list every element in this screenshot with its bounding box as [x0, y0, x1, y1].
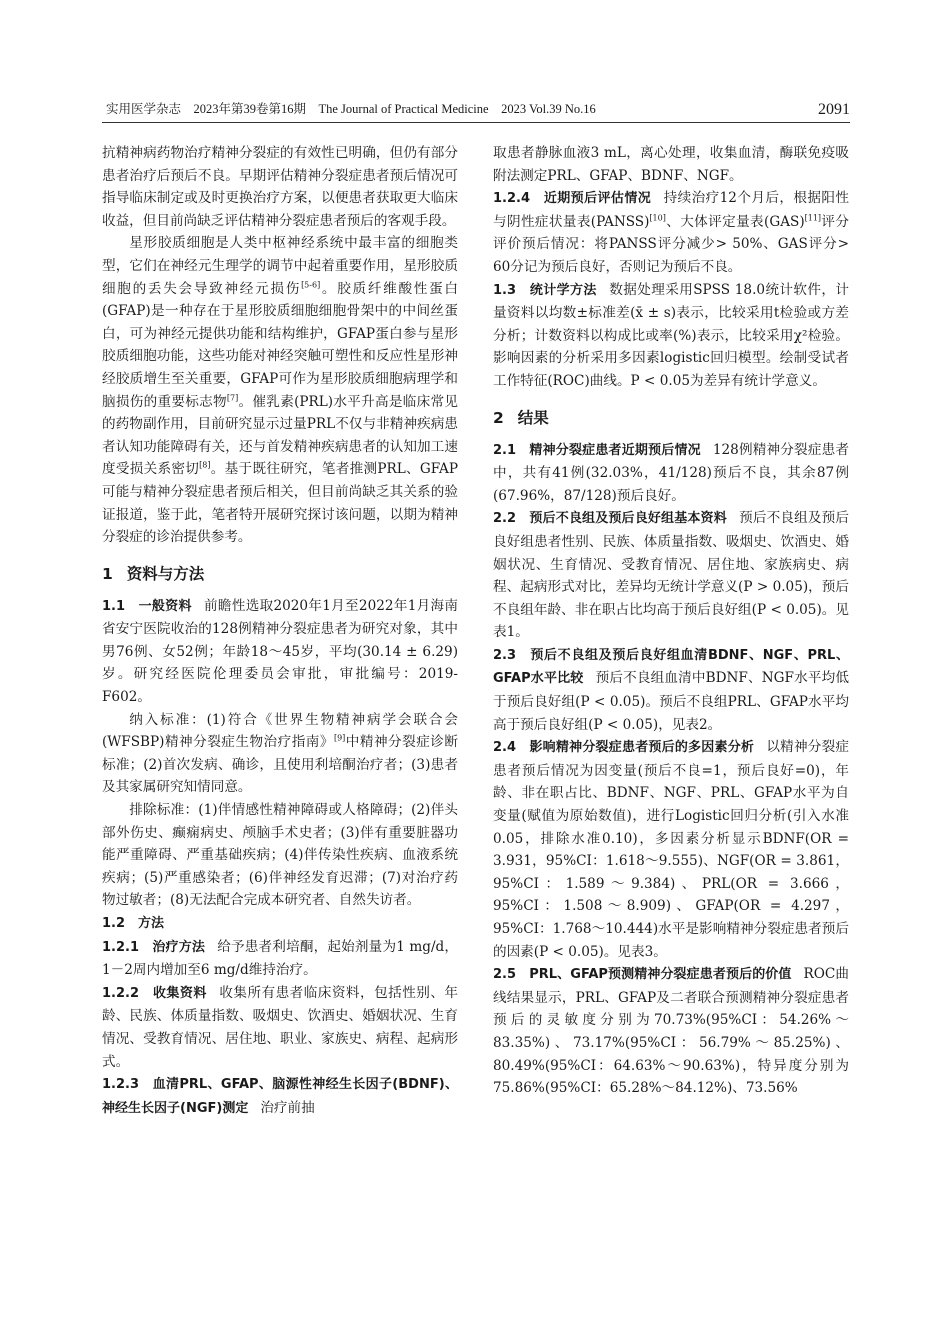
right-column: [493, 142, 849, 1100]
statistics-paragraph: 1.3 统计学方法 数据处理采用SPSS 18.0统计软件，计量资料以均数±标准差(x̄ ± s)表示，比较采用t检验或方差分析；计数资料以构成比或率(%)表示，比较采用χ²检验。影响因素的分析采用多因素logistic回归模型。绘制受试者工作特征(ROC)曲线。P < 0.05为差异有统计学意义。: [493, 281, 850, 389]
subsection-heading: 1.3 统计学方法: [493, 282, 597, 298]
subsection-heading: 2.1 精神分裂症患者近期预后情况: [493, 442, 701, 458]
citation-ref: [8]: [199, 460, 211, 470]
section-heading-methods: 1 资料与方法: [102, 564, 205, 583]
treatment-method-paragraph: 1.2.1 治疗方法 给予患者利培酮，起始剂量为1 mg/d，1－2周内增加至6 mg/d维持治疗。: [102, 938, 459, 979]
subsection-heading: 1.2.2 收集资料: [102, 985, 207, 1001]
results-2-5: 2.5 PRL、GFAP预测精神分裂症患者预后的价值 ROC曲线结果显示，PRL、GFAP及二者联合预测精神分裂症患者预后的灵敏度分别为70.73%(95%CI：54.26%～83.35%)、73.17%(95%CI：56.79%～85.25%)、80.49%(95%CI：64.63%～90.63%)，特异度分别为75.86%(95%CI：65.28%～84.12%)、73.56%: [493, 966, 850, 1097]
results-2-4: 2.4 影响精神分裂症患者预后的多因素分析 以精神分裂症患者预后情况为因变量(预后不良=1，预后良好=0)，年龄、非在职占比、BDNF、NGF、PRL、GFAP水平为自变量(赋值为原始数值)，进行Logistic回归分析(引入水准0.05，排除水准0.10)，多因素分析显示BDNF(OR = 3.931，95%CI：1.618～9.555)、NGF(OR = 3.861，95%CI：1.589～9.384)、PRL(OR = 3.666，95%CI：1.508～8.909)、GFAP(OR = 4.297，95%CI：1.768～10.444)水平是影响精神分裂症患者预后的因素(P < 0.05)。见表3。: [493, 739, 850, 960]
subsection-heading: 1.2 方法: [102, 916, 165, 931]
general-data-paragraph: 1.1 一般资料 前瞻性选取2020年1月至2022年1月海南省安宁医院收治的128例精神分裂症患者为研究对象，其中男76例、女52例；年龄18～45岁，平均(30.14 ± 6.29)岁。研究经医院伦理委员会审批，审批编号：2019-F602。: [102, 597, 458, 706]
subsection-heading: 2.2 预后不良组及预后良好组基本资料: [493, 511, 727, 527]
data-collection-paragraph: 1.2.2 收集资料 收集所有患者临床资料，包括性别、年龄、民族、体质量指数、吸烟史、饮酒史、婚姻状况、生育情况、受教育情况、居住地、职业、家族史、病程、起病形式。: [102, 984, 459, 1070]
results-2-3: 2.3 预后不良组及预后良好组血清BDNF、NGF、PRL、GFAP水平比较 预后不良组血清中BDNF、NGF水平均低于预后良好组(P < 0.05)。预后不良组PRL、GFAP水平均高于预后良好组(P < 0.05)，见表2。: [493, 647, 849, 733]
subsection-heading: 2.4 影响精神分裂症患者预后的多因素分析: [493, 740, 755, 756]
subsection-heading: 1.1 一般资料: [102, 598, 192, 614]
inclusion-criteria: 纳入标准：(1)符合《世界生物精神病学会联合会(WFSBP)精神分裂症生物治疗指南》[9]中精神分裂症诊断标准；(2)首次发病、确诊，且使用利培酮治疗者；(3)患者及其家属研究知情同意。: [102, 711, 458, 796]
results-2-1: 2.1 精神分裂症患者近期预后情况 128例精神分裂症患者中，共有41例(32.03%，41/128)预后不良，其余87例(67.96%，87/128)预后良好。: [493, 441, 849, 504]
running-header: [102, 96, 850, 123]
subsection-heading: 1.2.3 血清PRL、GFAP、脑源性神经生长因子(BDNF)、神经生长因子(NGF)测定: [102, 1077, 458, 1116]
subsection-heading: 2.3 预后不良组及预后良好组血清BDNF、NGF、PRL、GFAP水平比较: [493, 647, 849, 687]
results-2-2: 2.2 预后不良组及预后良好组基本资料 预后不良组及预后良好组患者性别、民族、体质量指数、吸烟史、饮酒史、婚姻状况、生育情况、受教育情况、居住地、家族病史、病程、起病形式对比，差异均无统计学意义(P > 0.05)，预后不良组年龄、非在职占比均高于预后良好组(P < 0.05)。见表1。: [493, 510, 850, 641]
citation-ref: [9]: [333, 733, 346, 743]
citation-ref: [10]: [649, 213, 666, 223]
serum-measurement-paragraph: 1.2.3 血清PRL、GFAP、脑源性神经生长因子(BDNF)、神经生长因子(NGF)测定 治疗前抽: [102, 1077, 458, 1116]
exclusion-criteria: 排除标准：(1)伴情感性精神障碍或人格障碍；(2)伴头部外伤史、癫痫病史、颅脑手术史者；(3)伴有重要脏器功能严重障碍、严重基础疾病；(4)伴传染性疾病、血液系统疾病；(5)严重感染者；(6)伴神经发育迟滞；(7)对治疗药物过敏者；(8)无法配合完成本研究者、自然失访者。: [102, 802, 458, 909]
citation-ref: [5-6]: [301, 280, 321, 290]
prognosis-evaluation-paragraph: 1.2.4 近期预后评估情况 持续治疗12个月后，根据阳性与阴性症状量表(PANSS)[10]、大体评定量表(GAS)[11]评分评价预后情况：将PANSS评分减少> 50%、GAS评分> 60分记为预后良好，否则记为预后不良。: [493, 190, 849, 275]
journal-citation: 实用医学杂志 2023年第39卷第16期 The Journal of Practical Medicine 2023 Vol.39 No.16: [106, 102, 596, 116]
subsection-heading: 1.2.4 近期预后评估情况: [493, 191, 652, 207]
left-column: [102, 142, 458, 1120]
serum-measurement-continued: 取患者静脉血液3 mL，离心处理，收集血清，酶联免疫吸附法测定PRL、GFAP、BDNF、NGF。: [493, 145, 849, 184]
section-heading-results: 2 结果: [493, 408, 549, 427]
subsection-heading: 1.2.1 治疗方法: [102, 939, 206, 955]
subsection-heading: 2.5 PRL、GFAP预测精神分裂症患者预后的价值: [493, 967, 792, 983]
intro-paragraph-1: 抗精神病药物治疗精神分裂症的有效性已明确，但仍有部分患者治疗后预后不良。早期评估精神分裂症患者预后情况可指导临床制定或及时更换治疗方案，以便患者获取更大临床收益，但目前尚缺乏评估精神分裂症患者预后的客观手段。: [102, 145, 458, 229]
citation-ref: [7]: [226, 393, 239, 402]
citation-ref: [11]: [804, 213, 822, 223]
intro-paragraph-2: 星形胶质细胞是人类中枢神经系统中最丰富的细胞类型，它们在神经元生理学的调节中起着重要作用，星形胶质细胞的丢失会导致神经元损伤[5-6]。胶质纤维酸性蛋白(GFAP)是一种存在于星形胶质细胞细胞骨架中的中间丝蛋白，可为神经元提供功能和结构维护，GFAP蛋白参与星形胶质细胞功能，这些功能对神经突触可塑性和反应性星形神经胶质增生至关重要，GFAP可作为星形胶质细胞病理学和脑损伤的重要标志物[7]。催乳素(PRL)水平升高是临床常见的药物副作用，目前研究显示过量PRL不仅与非精神疾病患者认知功能障碍有关，还与首发精神疾病患者的认知加工速度受损关系密切[8]。基于既往研究，笔者推测PRL、GFAP可能与精神分裂症患者预后相关，但目前尚缺乏其关系的验证报道，鉴于此，笔者特开展研究探讨该问题，以期为精神分裂症的诊治提供参考。: [102, 235, 459, 546]
page-number: 2091: [818, 101, 850, 118]
